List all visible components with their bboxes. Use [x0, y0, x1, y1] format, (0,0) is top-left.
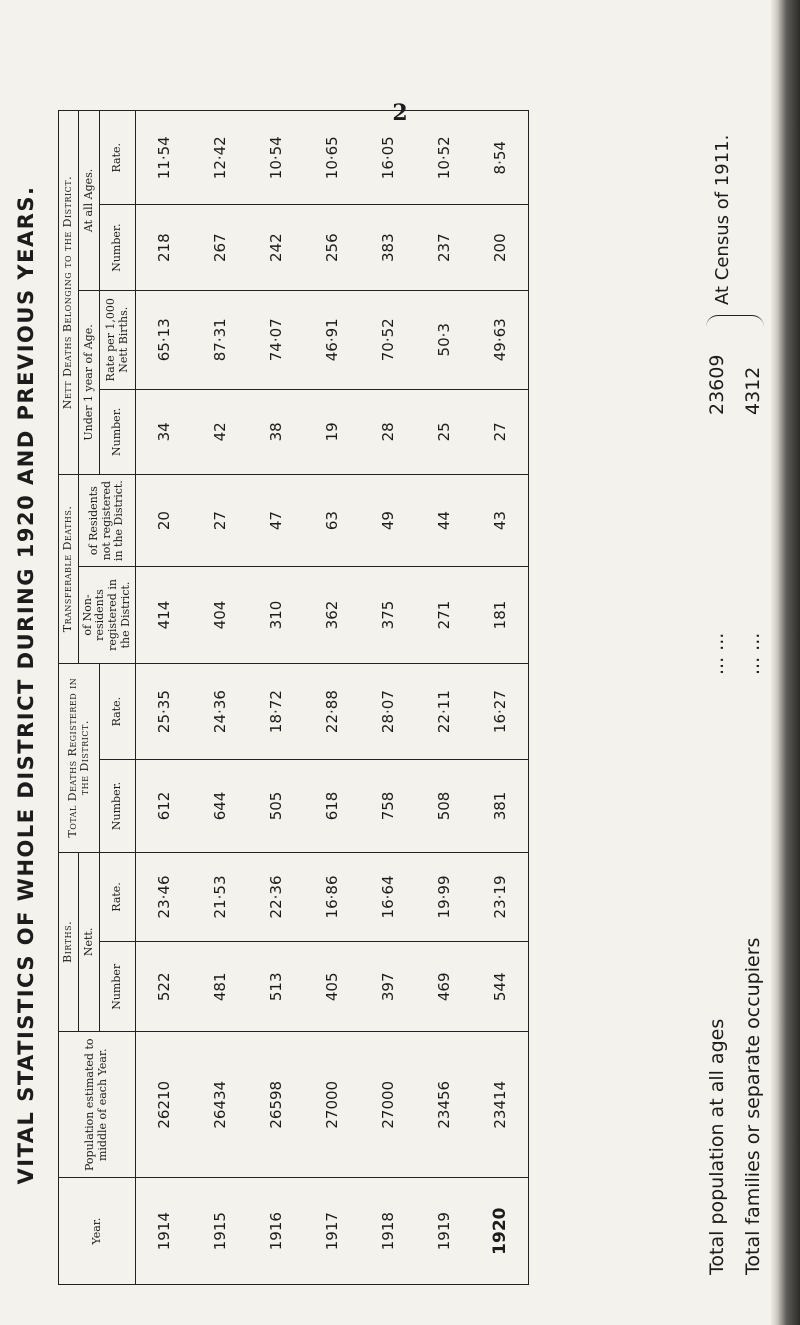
non-residents-cell: 362	[304, 567, 360, 664]
table-row	[416, 111, 472, 1285]
under-1-rate-header: Rate per 1,000 Nett Births.	[100, 290, 136, 389]
non-residents-header: of Non-residents registered in the District.	[78, 567, 136, 664]
all-ages-rate-header: Rate.	[100, 111, 136, 205]
total-deaths-number-cell: 381	[472, 760, 529, 852]
total-deaths-rate-cell: 22·88	[304, 663, 360, 760]
residents-not-registered-cell: 47	[248, 475, 304, 567]
footnote-value: 4312	[742, 366, 764, 415]
year-cell: 1915	[192, 1178, 248, 1285]
under-1-rate-cell: 49·63	[472, 290, 529, 389]
total-deaths-number-cell: 758	[360, 760, 416, 852]
page-binding-edge	[770, 0, 800, 1325]
footnote-label: Total families or separate occupiers	[742, 937, 764, 1275]
births-number-cell: 405	[304, 942, 360, 1032]
table-row-current-year	[472, 111, 529, 1285]
total-deaths-rate-cell: 28·07	[360, 663, 416, 760]
residents-not-registered-header: of Residents not registered in the District.	[78, 475, 136, 567]
under-1-number-cell: 42	[192, 389, 248, 474]
year-cell: 1916	[248, 1178, 304, 1285]
under-1-rate-cell: 65·13	[136, 290, 193, 389]
vital-statistics-table	[58, 110, 529, 1285]
under-1-rate-cell: 50·3	[416, 290, 472, 389]
births-number-cell: 513	[248, 942, 304, 1032]
all-ages-rate-cell: 16·05	[360, 111, 416, 205]
all-ages-number-cell: 383	[360, 205, 416, 290]
residents-not-registered-cell: 63	[304, 475, 360, 567]
under-1-rate-cell: 74·07	[248, 290, 304, 389]
births-rate-cell: 19·99	[416, 852, 472, 942]
births-number-cell: 469	[416, 942, 472, 1032]
total-deaths-rate-cell: 18·72	[248, 663, 304, 760]
all-ages-number-cell: 267	[192, 205, 248, 290]
residents-not-registered-cell: 20	[136, 475, 193, 567]
brace-icon	[706, 315, 764, 330]
total-deaths-number-cell: 505	[248, 760, 304, 852]
table-row	[360, 111, 416, 1285]
all-ages-rate-cell: 12·42	[192, 111, 248, 205]
population-cell: 26598	[248, 1032, 304, 1178]
table-row	[248, 111, 304, 1285]
births-rate-cell: 16·64	[360, 852, 416, 942]
births-header: Births.	[59, 852, 79, 1032]
table-row	[304, 111, 360, 1285]
non-residents-cell: 414	[136, 567, 193, 664]
all-ages-number-cell: 256	[304, 205, 360, 290]
all-ages-number-cell: 200	[472, 205, 529, 290]
population-cell: 27000	[360, 1032, 416, 1178]
non-residents-cell: 271	[416, 567, 472, 664]
page-number: 2	[392, 100, 408, 126]
all-ages-rate-cell: 11·54	[136, 111, 193, 205]
residents-not-registered-cell: 49	[360, 475, 416, 567]
population-cell: 23414	[472, 1032, 529, 1178]
births-rate-cell: 23·19	[472, 852, 529, 942]
all-ages-rate-cell: 10·52	[416, 111, 472, 205]
census-note: At Census of 1911.	[712, 134, 733, 305]
total-deaths-rate-cell: 22·11	[416, 663, 472, 760]
footnote-value: 23609	[706, 354, 728, 415]
all-ages-rate-cell: 10·54	[248, 111, 304, 205]
footnote-label: Total population at all ages	[706, 1018, 728, 1275]
year-cell: 1917	[304, 1178, 360, 1285]
non-residents-cell: 181	[472, 567, 529, 664]
births-number-cell: 544	[472, 942, 529, 1032]
under-1-rate-cell: 70·52	[360, 290, 416, 389]
population-cell: 26434	[192, 1032, 248, 1178]
births-nett-header: Nett.	[78, 852, 100, 1032]
all-ages-number-cell: 242	[248, 205, 304, 290]
under-1-rate-cell: 87·31	[192, 290, 248, 389]
all-ages-rate-cell: 8·54	[472, 111, 529, 205]
all-ages-header: At all Ages.	[78, 111, 100, 291]
table-row	[192, 111, 248, 1285]
population-header: Population estimated to middle of each Year.	[59, 1032, 136, 1178]
all-ages-number-header: Number.	[100, 205, 136, 290]
total-deaths-rate-cell: 25·35	[136, 663, 193, 760]
births-rate-cell: 23·46	[136, 852, 193, 942]
under-1-header: Under 1 year of Age.	[78, 290, 100, 474]
all-ages-number-cell: 237	[416, 205, 472, 290]
under-1-number-cell: 34	[136, 389, 193, 474]
births-number-cell: 397	[360, 942, 416, 1032]
births-rate-cell: 21·53	[192, 852, 248, 942]
population-cell: 23456	[416, 1032, 472, 1178]
rotated-table-page	[0, 75, 790, 1295]
year-cell: 1919	[416, 1178, 472, 1285]
under-1-rate-cell: 46·91	[304, 290, 360, 389]
total-deaths-rate-cell: 16·27	[472, 663, 529, 760]
under-1-number-cell: 19	[304, 389, 360, 474]
population-cell: 26210	[136, 1032, 193, 1178]
total-deaths-number-cell: 508	[416, 760, 472, 852]
births-number-cell: 522	[136, 942, 193, 1032]
total-deaths-number-cell: 612	[136, 760, 193, 852]
total-deaths-header: Total Deaths Registered in the District.	[59, 663, 100, 852]
births-number-cell: 481	[192, 942, 248, 1032]
total-deaths-rate-header: Rate.	[100, 663, 136, 760]
total-deaths-number-header: Number.	[100, 760, 136, 852]
year-header: Year.	[59, 1178, 136, 1285]
residents-not-registered-cell: 44	[416, 475, 472, 567]
table-row	[136, 111, 193, 1285]
under-1-number-cell: 25	[416, 389, 472, 474]
non-residents-cell: 310	[248, 567, 304, 664]
births-rate-cell: 22·36	[248, 852, 304, 942]
all-ages-number-cell: 218	[136, 205, 193, 290]
footnote-dots: ... ...	[742, 632, 764, 675]
year-cell: 1918	[360, 1178, 416, 1285]
transferable-deaths-header: Transferable Deaths.	[59, 475, 79, 664]
under-1-number-cell: 28	[360, 389, 416, 474]
residents-not-registered-cell: 43	[472, 475, 529, 567]
non-residents-cell: 375	[360, 567, 416, 664]
under-1-number-cell: 27	[472, 389, 529, 474]
footnote-dots: ... ...	[706, 632, 728, 675]
births-rate-cell: 16·86	[304, 852, 360, 942]
year-cell: 1914	[136, 1178, 193, 1285]
year-cell: 1920	[472, 1178, 529, 1285]
total-deaths-number-cell: 644	[192, 760, 248, 852]
births-rate-header: Rate.	[100, 852, 136, 942]
page-title: VITAL STATISTICS OF WHOLE DISTRICT DURING 1920 AND PREVIOUS YEARS.	[14, 185, 38, 1185]
births-number-header: Number	[100, 942, 136, 1032]
residents-not-registered-cell: 27	[192, 475, 248, 567]
total-deaths-number-cell: 618	[304, 760, 360, 852]
population-cell: 27000	[304, 1032, 360, 1178]
non-residents-cell: 404	[192, 567, 248, 664]
under-1-number-cell: 38	[248, 389, 304, 474]
nett-deaths-header: Nett Deaths Belonging to the District.	[59, 111, 79, 475]
total-deaths-rate-cell: 24·36	[192, 663, 248, 760]
under-1-number-header: Number.	[100, 389, 136, 474]
all-ages-rate-cell: 10·65	[304, 111, 360, 205]
